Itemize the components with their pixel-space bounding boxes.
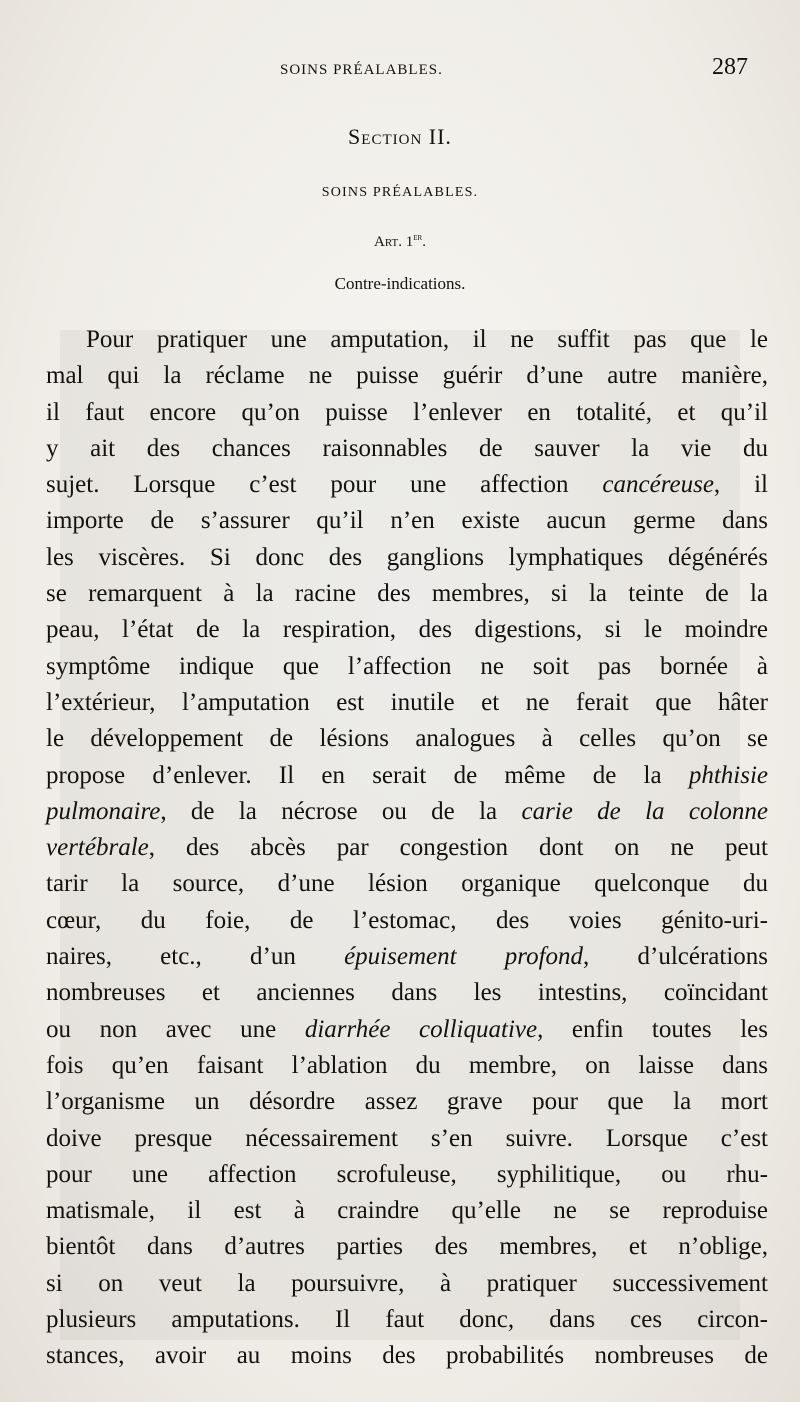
article-number: Art. 1 (374, 234, 414, 250)
text-run: tarir la source, d’une lésion organique quelconque du (46, 870, 768, 898)
text-line (46, 866, 768, 902)
text-run: , il (713, 471, 768, 499)
text-line (46, 975, 768, 1011)
text-run: stances, avoir au moins des probabilités nombreuses de (46, 1342, 768, 1370)
italic-term: diarrhée colliquative (304, 1015, 538, 1043)
text-line (46, 939, 768, 975)
italic-term: carie de la colonne (521, 797, 768, 825)
text-run: l’extérieur, l’amputation est inutile et ne ferait que hâter (46, 688, 768, 716)
italic-term: épuisement profond (344, 943, 584, 971)
text-line (46, 1266, 768, 1302)
article-heading: Contre-indications. (334, 274, 466, 293)
text-line (46, 431, 768, 467)
text-run: , enfin toutes les (537, 1015, 768, 1043)
italic-term: phthisie (688, 761, 768, 789)
text-line (46, 503, 768, 539)
article-superscript: er (413, 232, 423, 243)
text-line (46, 721, 768, 757)
text-run: y ait des chances raisonnables de sauver la vie du (46, 434, 768, 462)
text-run: propose d’enlever. Il en serait de même de la (46, 761, 689, 789)
body-text (46, 322, 768, 1375)
text-line (46, 1193, 768, 1229)
text-run: mal qui la réclame ne puisse guérir d’une autre manière, (46, 362, 768, 390)
text-run: , de la nécrose ou de la (160, 797, 522, 825)
running-head: SOINS PRÉALABLES. (280, 62, 443, 78)
text-line (46, 395, 768, 431)
text-line (46, 1229, 768, 1265)
page-number: 287 (712, 54, 748, 80)
text-line (46, 1048, 768, 1084)
text-run: bientôt dans d’autres parties des membres, et n’oblige, (46, 1233, 768, 1261)
text-line (46, 1084, 768, 1120)
text-line (46, 649, 768, 685)
text-line (46, 903, 768, 939)
text-run: sujet. Lorsque c’est pour une affection (46, 471, 603, 499)
article-period: . (422, 234, 426, 250)
italic-term: vertébrale (46, 834, 149, 862)
text-line (46, 576, 768, 612)
text-line (46, 467, 768, 503)
text-run: fois qu’en faisant l’ablation du membre, on laisse dans (46, 1051, 768, 1079)
text-run: il faut encore qu’on puisse l’enlever en totalité, et qu’il (46, 398, 768, 426)
text-line (46, 1338, 768, 1374)
text-line (46, 758, 768, 794)
text-line (46, 1157, 768, 1193)
text-run: symptôme indique que l’affection ne soit pas bornée à (46, 652, 768, 680)
text-run: ou non avec une (46, 1015, 305, 1043)
text-run: l’organisme un désordre assez grave pour que la mort (46, 1088, 768, 1116)
text-run: plusieurs amputations. Il faut donc, dans ces circon- (46, 1306, 768, 1334)
text-line (46, 830, 768, 866)
text-run: les viscères. Si donc des ganglions lymphatiques dégénérés (46, 543, 768, 571)
text-line (46, 1121, 768, 1157)
page-header (48, 54, 758, 98)
text-line (46, 685, 768, 721)
text-run: matismale, il est à craindre qu’elle ne se reproduise (46, 1197, 768, 1225)
text-run: nombreuses et anciennes dans les intestins, coïncidant (46, 979, 768, 1007)
text-line (46, 540, 768, 576)
text-run: cœur, du foie, de l’estomac, des voies génito-uri- (46, 906, 768, 934)
text-run: , d’ulcérations (583, 943, 768, 971)
text-line (46, 322, 768, 358)
italic-term: cancéreuse (602, 471, 714, 499)
text-line (46, 1302, 768, 1338)
text-run: si on veut la poursuivre, à pratiquer successivement (46, 1269, 768, 1297)
text-run: se remarquent à la racine des membres, si la teinte de la (46, 580, 768, 608)
section-subtitle: SOINS PRÉALABLES. (321, 185, 479, 200)
text-run: Pour pratiquer une amputation, il ne suffit pas que le (86, 326, 768, 353)
text-line (46, 358, 768, 394)
text-run: naires, etc., d’un (46, 943, 345, 971)
text-line (46, 794, 768, 830)
text-run: doive presque nécessairement s’en suivre. Lorsque c’est (46, 1124, 768, 1152)
text-line (46, 1012, 768, 1048)
article-label (0, 232, 800, 251)
text-run: peau, l’état de la respiration, des digestions, si le moindre (46, 616, 768, 644)
text-run: le développement de lésions analogues à celles qu’on se (46, 725, 768, 753)
section-title: Section II. (348, 124, 452, 149)
text-run: importe de s’assurer qu’il n’en existe aucun germe dans (46, 507, 768, 535)
italic-term: pulmonaire (46, 797, 161, 825)
text-run: pour une affection scrofuleuse, syphilitique, ou rhu- (46, 1160, 768, 1188)
text-line (46, 612, 768, 648)
text-run: , des abcès par congestion dont on ne peut (148, 834, 768, 862)
